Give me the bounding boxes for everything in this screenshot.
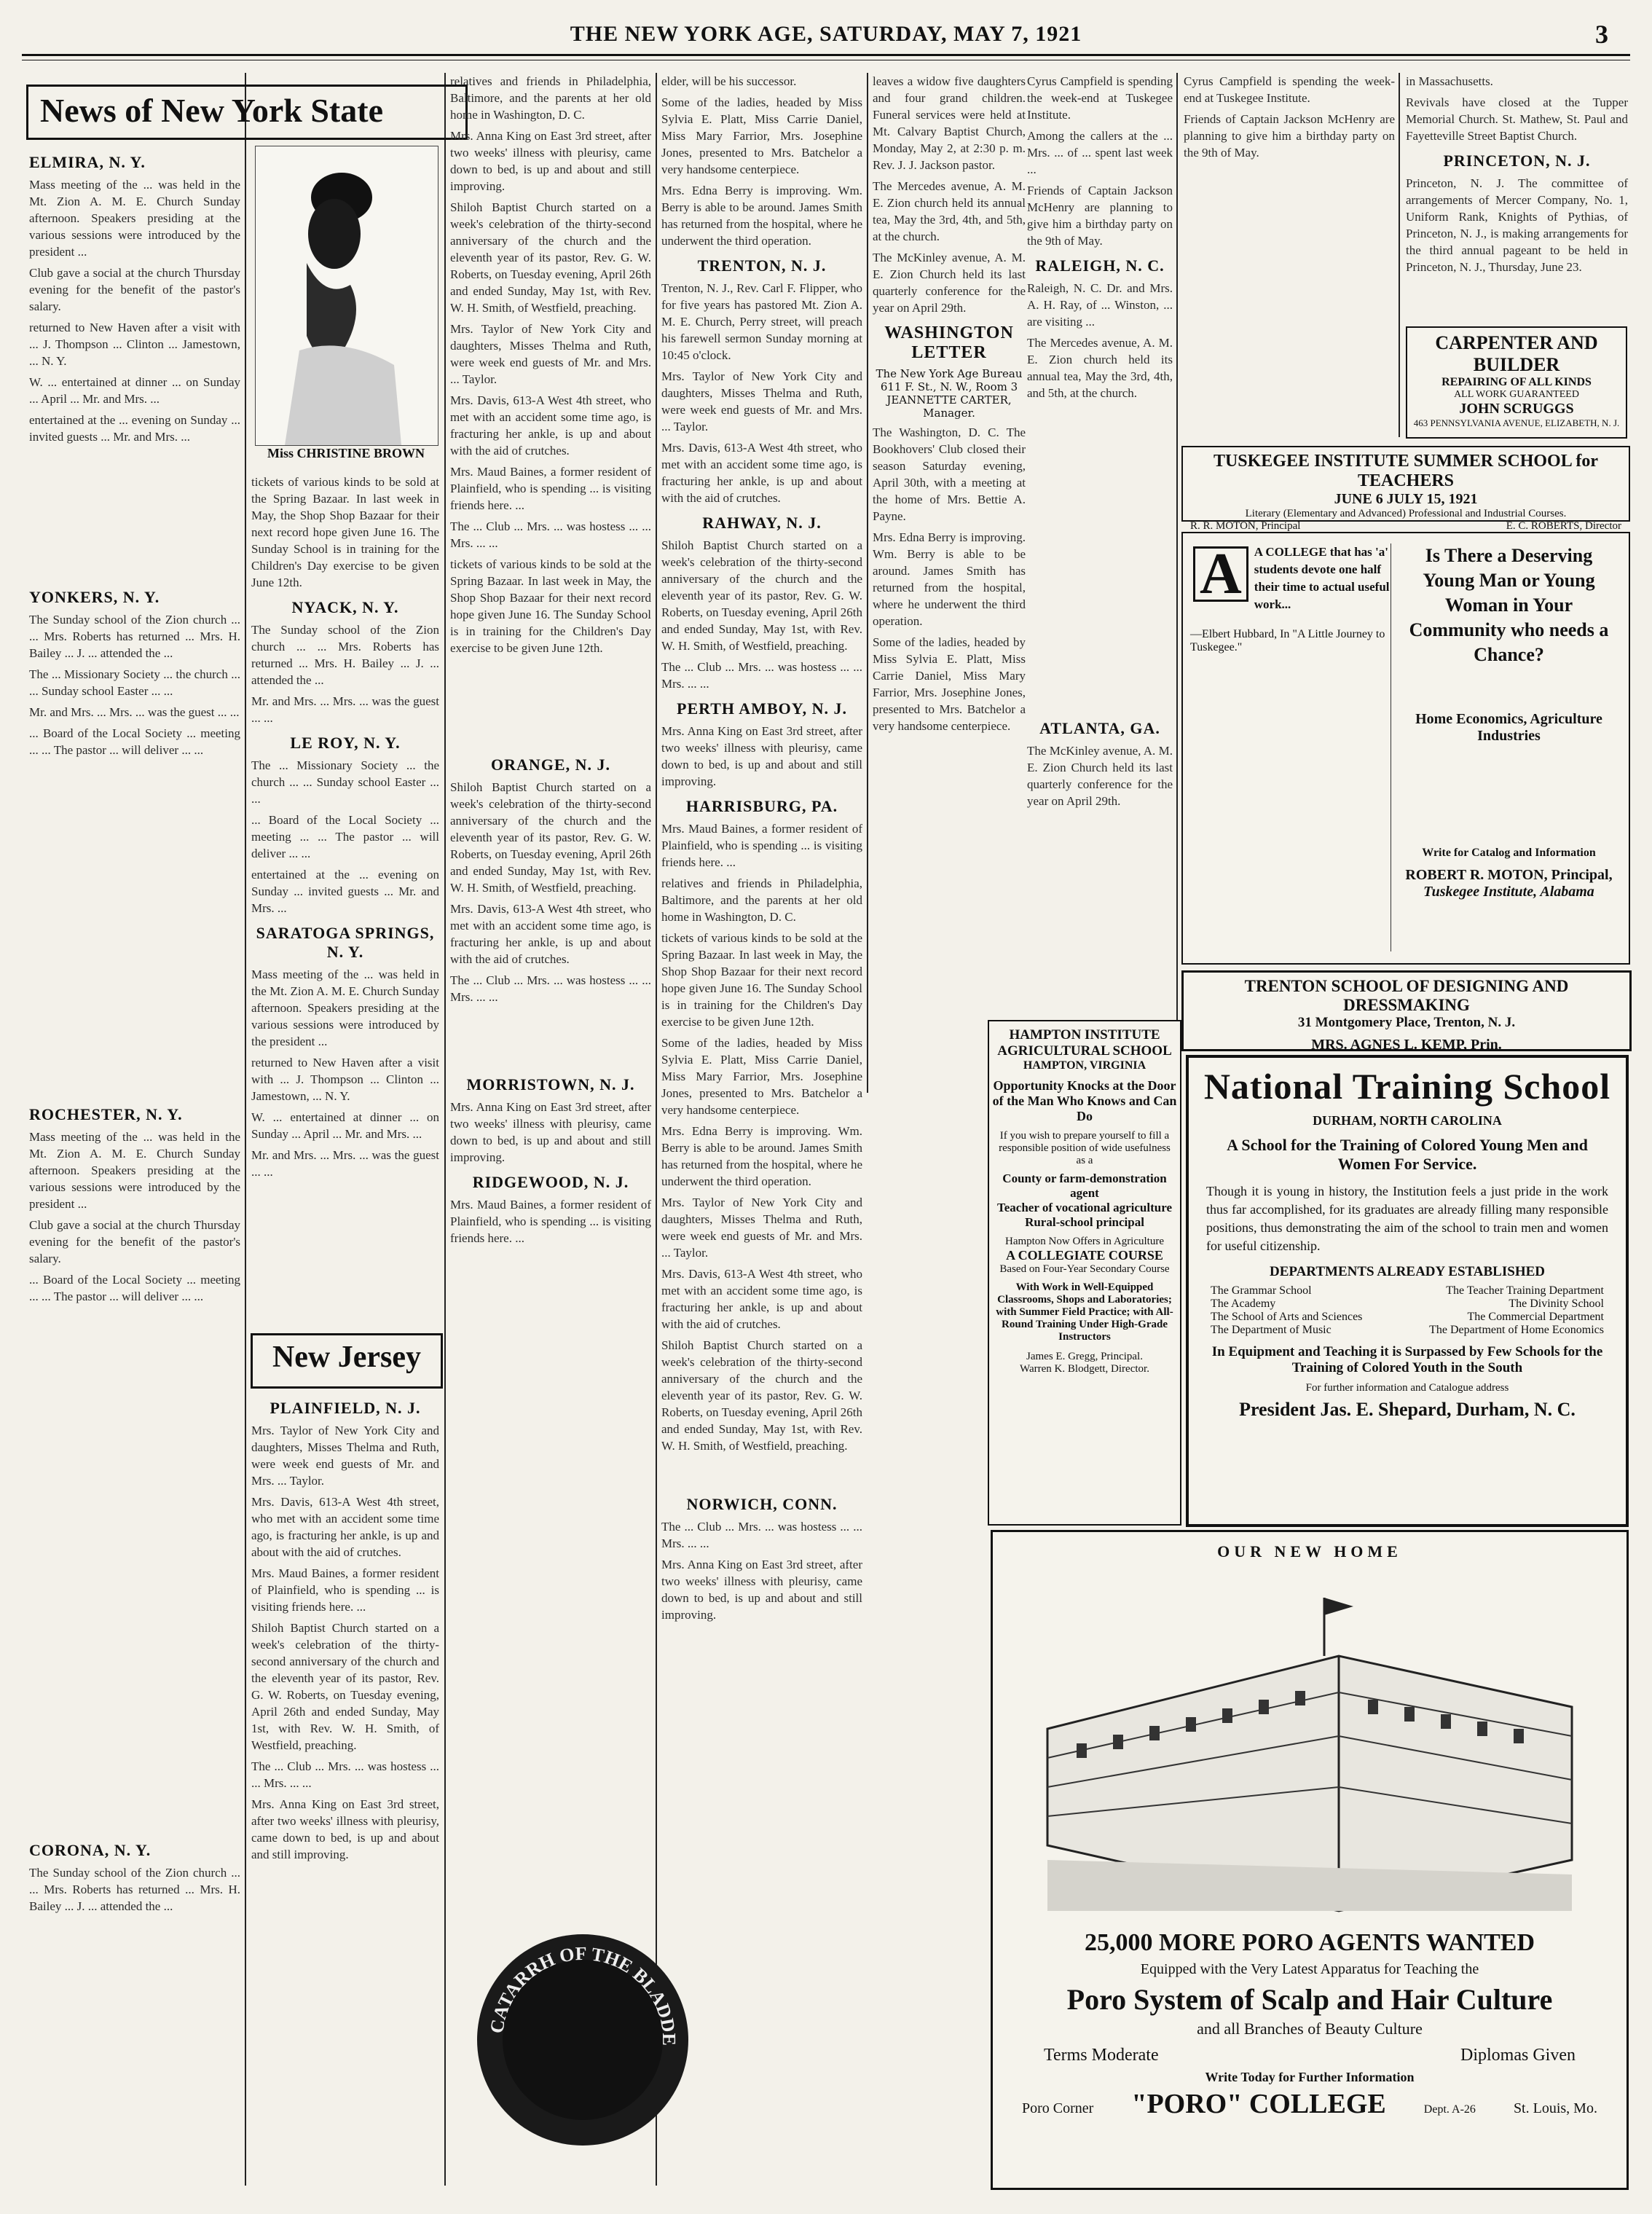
hampton-body: If you wish to prepare yourself to fill a responsible position of wide usefulness as a	[999, 1130, 1171, 1166]
article-text: The Sunday school of the Zion church ... ... Mrs. Roberts has returned ... Mrs. H. Bailey ... J. ... attended the ...	[29, 613, 240, 660]
poro-write: Write Today for Further Information	[1205, 2070, 1415, 2084]
tuskegee-attribution: —Elbert Hubbard, In "A Little Journey to Tuskegee."	[1190, 628, 1385, 653]
poro-corner: Poro Corner	[1022, 2100, 1094, 2116]
dateline-norwich: NORWICH, CONN.	[686, 1495, 838, 1513]
washington-bureau: The New York Age Bureau	[876, 367, 1023, 380]
article-text: The ... Club ... Mrs. ... was hostess ... ... Mrs. ... ...	[450, 973, 651, 1004]
national-title: National Training School	[1203, 1066, 1611, 1107]
article-text: Shiloh Baptist Church started on a week's celebration of the thirty-second anniversary of the church and the eleventh year of its pastor, Rev. G. W. Roberts, on Tuesday evening, April 26th and ended Sunday, May 1st, with Rev. W. H. Smith, of Westfield, preaching.	[450, 780, 651, 895]
article-text: Mrs. Anna King on East 3rd street, after two weeks' illness with pleurisy, came down to bed, is up and about and still improving.	[251, 1797, 439, 1861]
column-6	[1184, 73, 1395, 364]
article-text: Mrs. Taylor of New York City and daughters, Misses Thelma and Ruth, were week end guests of Mr. and Mrs. ... Taylor.	[661, 1196, 862, 1260]
article-text: Some of the ladies, headed by Miss Sylvia E. Platt, Miss Carrie Daniel, Miss Mary Farrior, Mrs. Josephine Jones, presented to Mrs. Batchelor a very handsome centerpiece.	[661, 1036, 862, 1117]
dept-item: The Teacher Training Department	[1446, 1284, 1604, 1297]
dateline-trenton: TRENTON, N. J.	[697, 256, 827, 275]
hampton-offers: Hampton Now Offers in Agriculture	[1004, 1236, 1164, 1247]
trenton-design-address: 31 Montgomery Place, Trenton, N. J.	[1297, 1015, 1516, 1030]
article-text: Mrs. Anna King on East 3rd street, after two weeks' illness with pleurisy, came down to bed, is up and about and still improving.	[661, 724, 862, 788]
article-text: Raleigh, N. C. Dr. and Mrs. A. H. Ray, of ... Winston, ... are visiting ...	[1027, 281, 1173, 329]
dateline-corona: CORONA, N. Y.	[29, 1841, 152, 1859]
portrait-icon	[256, 146, 438, 445]
article-text: The McKinley avenue, A. M. E. Zion Church held its last quarterly conference for the year on April 29th.	[873, 251, 1026, 315]
article-text: tickets of various kinds to be sold at the Spring Bazaar. In last week in May, the Shop Shop Bazaar for their next record hope given June 16. The Sunday School is in training for the Children's Day exercise to be given June 12th.	[661, 931, 862, 1029]
hampton-course: A COLLEGIATE COURSE	[1006, 1248, 1163, 1263]
article-text: Mrs. Davis, 613-A West 4th street, who met with an accident some time ago, is fracturing her ankle, is up and about with the aid of crutches.	[661, 1267, 862, 1331]
ny-state-banner	[26, 85, 468, 140]
hampton-signature-1: James E. Gregg, Principal.	[1026, 1351, 1143, 1362]
article-text: Shiloh Baptist Church started on a week's celebration of the thirty-second anniversary of the church and the eleventh year of its pastor, Rev. G. W. Roberts, on Tuesday evening, April 26th and ended Sunday, May 1st, with Rev. W. H. Smith, of Westfield, preaching.	[661, 1338, 862, 1453]
article-text: The Sunday school of the Zion church ... ... Mrs. Roberts has returned ... Mrs. H. Bailey ... J. ... attended the ...	[251, 623, 439, 687]
poro-branches: and all Branches of Beauty Culture	[1197, 2019, 1423, 2038]
tuskegee-summer-title: TUSKEGEE INSTITUTE SUMMER SCHOOL for TEACHERS	[1213, 452, 1599, 490]
dateline-orange: ORANGE, N. J.	[491, 755, 610, 774]
article-text: relatives and friends in Philadelphia, Baltimore, and the parents at her old home in Washington, D. C.	[450, 74, 651, 122]
article-text: ... Board of the Local Society ... meeting ... ... The pastor ... will deliver ... ...	[29, 1273, 240, 1303]
column-1	[29, 146, 240, 2171]
hampton-signature-2: Warren K. Blodgett, Director.	[1020, 1363, 1149, 1375]
poro-terms: Terms Moderate	[1044, 2046, 1159, 2065]
article-text: Mass meeting of the ... was held in the Mt. Zion A. M. E. Church Sunday afternoon. Speakers presiding at the various sessions were introduced by the president ...	[251, 967, 439, 1048]
national-president: President Jas. E. Shepard, Durham, N. C.	[1239, 1399, 1576, 1420]
washington-letter-title: WASHINGTON LETTER	[884, 323, 1014, 362]
article-text: Mrs. Edna Berry is improving. Wm. Berry is able to be around. James Smith has returned from the hospital, where he underwent the third operation.	[873, 530, 1026, 628]
column-3	[450, 73, 651, 1712]
dept-row	[1211, 1284, 1604, 1298]
dateline-yonkers: YONKERS, N. Y.	[29, 588, 160, 606]
poro-city: St. Louis, Mo.	[1513, 2100, 1597, 2116]
dateline-perth-amboy: PERTH AMBOY, N. J.	[677, 699, 847, 718]
column-5	[873, 73, 1026, 1020]
column-rule	[1176, 73, 1178, 1093]
dept-item: The Grammar School	[1211, 1284, 1312, 1297]
national-depts-head: DEPARTMENTS ALREADY ESTABLISHED	[1269, 1264, 1545, 1279]
hampton-ad	[988, 1020, 1181, 1526]
poro-system: Poro System of Scalp and Hair Culture	[1066, 1983, 1553, 2016]
column-rule	[245, 73, 246, 2186]
article-text: Club gave a social at the church Thursday evening for the benefit of the pastor's salary.	[29, 266, 240, 313]
carpenter-line-1: REPAIRING OF ALL KINDS	[1441, 376, 1592, 388]
tuskegee-summer-director: E. C. ROBERTS, Director	[1506, 520, 1621, 532]
column-rule	[656, 73, 657, 2186]
article-text: The ... Club ... Mrs. ... was hostess ... ... Mrs. ... ...	[661, 1520, 862, 1550]
hampton-title: HAMPTON INSTITUTE AGRICULTURAL SCHOOL	[997, 1027, 1172, 1059]
article-text: entertained at the ... evening on Sunday ... invited guests ... Mr. and Mrs. ...	[29, 413, 240, 444]
article-text: returned to New Haven after a visit with ... J. Thompson ... Clinton ... Jamestown, ... N. Y.	[29, 321, 240, 368]
dateline-morristown: MORRISTOWN, N. J.	[466, 1075, 635, 1094]
article-text: Mr. and Mrs. ... Mrs. ... was the guest ... ...	[251, 1148, 439, 1179]
article-text: W. ... entertained at dinner ... on Sunday ... April ... Mr. and Mrs. ...	[29, 375, 240, 406]
article-text: returned to New Haven after a visit with ... J. Thompson ... Clinton ... Jamestown, ... N. Y.	[251, 1056, 439, 1103]
column-rule	[867, 73, 868, 1093]
dept-item: The Divinity School	[1509, 1298, 1604, 1310]
carpenter-title: CARPENTER AND BUILDER	[1435, 332, 1598, 375]
dateline-plainfield: PLAINFIELD, N. J.	[270, 1399, 421, 1417]
tuskegee-quote-box: A A COLLEGE that has 'a' students devote one half their time to actual useful work... —Elbert Hubbard, In "A Little Journey to Tuskegee."	[1190, 543, 1391, 951]
tuskegee-place: Tuskegee Institute, Alabama	[1423, 884, 1594, 900]
poro-diplomas: Diplomas Given	[1460, 2046, 1576, 2065]
dateline-raleigh: RALEIGH, N. C.	[1035, 256, 1165, 275]
article-text: Friends of Captain Jackson McHenry are planning to give him a birthday party on the 9th of May.	[1027, 184, 1173, 248]
article-text: Shiloh Baptist Church started on a week's celebration of the thirty-second anniversary of the church and the eleventh year of its pastor, Rev. G. W. Roberts, on Tuesday evening, April 26th and ended Sunday, May 1st, with Rev. W. H. Smith, of Westfield, preaching.	[450, 200, 651, 315]
article-text: Mass meeting of the ... was held in the Mt. Zion A. M. E. Church Sunday afternoon. Speakers presiding at the various sessions were introduced by the president ...	[29, 1130, 240, 1211]
catarrh-text: CATARRH OF THE BLADDE	[486, 1942, 680, 2046]
dept-row	[1211, 1311, 1604, 1324]
tuskegee-main-ad	[1181, 532, 1630, 965]
dept-item: The Academy	[1211, 1298, 1276, 1310]
article-text: Mrs. Davis, 613-A West 4th street, who met with an accident some time ago, is fracturing her ankle, is up and about with the aid of crutches.	[450, 902, 651, 966]
article-text: The Washington, D. C. The Bookhovers' Club closed their season Saturday evening, April 30th, with a meeting at the home of Mrs. Bettie A. Payne.	[873, 425, 1026, 523]
article-text: Mrs. Taylor of New York City and daughters, Misses Thelma and Ruth, were week end guests of Mr. and Mrs. ... Taylor.	[450, 322, 651, 386]
article-text: ... Board of the Local Society ... meeting ... ... The pastor ... will deliver ... ...	[29, 726, 240, 757]
tuskegee-summer-ad	[1181, 446, 1630, 532]
article-text: Mrs. Anna King on East 3rd street, after two weeks' illness with pleurisy, came down to bed, is up and about and still improving.	[450, 129, 651, 193]
national-info: For further information and Catalogue address	[1305, 1382, 1509, 1394]
article-text: The ... Club ... Mrs. ... was hostess ... ... Mrs. ... ...	[251, 1759, 439, 1790]
washington-address: 611 F. St., N. W., Room 3	[880, 380, 1018, 393]
column-rule	[1399, 73, 1400, 437]
carpenter-name: JOHN SCRUGGS	[1459, 401, 1574, 417]
tuskegee-courses: Home Economics, Agriculture Industries	[1415, 711, 1602, 744]
article-text: The ... Missionary Society ... the church ... ... Sunday school Easter ... ...	[29, 667, 240, 698]
column-2	[251, 474, 439, 1333]
article-text: Cyrus Campfield is spending the week-end at Tuskegee Institute.	[1027, 74, 1173, 122]
poro-building-icon	[1033, 1569, 1586, 1918]
dateline-rochester: ROCHESTER, N. Y.	[29, 1105, 183, 1123]
portrait-photo	[255, 146, 438, 446]
poro-new-home: OUR NEW HOME	[1217, 1542, 1402, 1561]
article-text: Cyrus Campfield is spending the week-end at Tuskegee Institute.	[1184, 74, 1395, 105]
dateline-atlanta: ATLANTA, GA.	[1039, 719, 1160, 737]
dateline-harrisburg: HARRISBURG, PA.	[685, 797, 838, 815]
article-text: Mrs. Edna Berry is improving. Wm. Berry is able to be around. James Smith has returned from the hospital, where he underwent the third operation.	[661, 1124, 862, 1188]
column-7	[1406, 73, 1628, 364]
poro-college: "PORO" COLLEGE	[1131, 2089, 1386, 2119]
carpenter-address: 463 PENNSYLVANIA AVENUE, ELIZABETH, N. J.	[1413, 417, 1620, 428]
new-jersey-banner	[251, 1333, 443, 1389]
masthead-rule	[22, 54, 1630, 56]
dateline-princeton: PRINCETON, N. J.	[1443, 152, 1591, 170]
article-text: Mrs. Maud Baines, a former resident of Plainfield, who is spending ... is visiting friends here. ...	[251, 1566, 439, 1614]
article-text: Shiloh Baptist Church started on a week's celebration of the thirty-second anniversary of the church and the eleventh year of its pastor, Rev. G. W. Roberts, on Tuesday evening, April 26th and ended Sunday, May 1st, with Rev. W. H. Smith, of Westfield, preaching.	[661, 538, 862, 653]
photo-caption: Miss CHRISTINE BROWN	[267, 446, 425, 460]
dateline-ridgewood: RIDGEWOOD, N. J.	[472, 1173, 629, 1191]
article-text: Mr. and Mrs. ... Mrs. ... was the guest ... ...	[29, 705, 240, 719]
article-text: Mrs. Anna King on East 3rd street, after two weeks' illness with pleurisy, came down to bed, is up and about and still improving.	[661, 1558, 862, 1622]
article-text: Mrs. Davis, 613-A West 4th street, who met with an accident some time ago, is fracturing her ankle, is up and about with the aid of crutches.	[251, 1495, 439, 1559]
catarrh-seal-icon	[473, 1931, 692, 2149]
article-text: Mrs. Maud Baines, a former resident of Plainfield, who is spending ... is visiting friends here. ...	[661, 822, 862, 869]
tuskegee-right	[1398, 543, 1620, 951]
article-text: Mrs. Taylor of New York City and daughters, Misses Thelma and Ruth, were week end guests of Mr. and Mrs. ... Taylor.	[661, 369, 862, 433]
article-text: The ... Missionary Society ... the church ... ... Sunday school Easter ... ...	[251, 758, 439, 806]
hampton-option-2: Teacher of vocational agriculture	[996, 1201, 1173, 1214]
dept-item: The School of Arts and Sciences	[1211, 1311, 1363, 1323]
tuskegee-headline: Is There a Deserving Young Man or Young Woman in Your Community who needs a Chance?	[1409, 545, 1609, 665]
tuskegee-summer-line: Literary (Elementary and Advanced) Professional and Industrial Courses.	[1245, 508, 1567, 519]
article-text: The ... Club ... Mrs. ... was hostess ... ... Mrs. ... ...	[450, 519, 651, 550]
hampton-based: Based on Four-Year Secondary Course	[999, 1263, 1170, 1275]
trenton-design-principal: MRS. AGNES L. KEMP, Prin.	[1311, 1037, 1502, 1053]
dateline-elmira: ELMIRA, N. Y.	[29, 153, 146, 171]
masthead-title: THE NEW YORK AGE, SATURDAY, MAY 7, 1921	[570, 22, 1082, 46]
article-text: Mrs. Maud Baines, a former resident of Plainfield, who is spending ... is visiting friends here. ...	[450, 465, 651, 512]
article-text: The Mercedes avenue, A. M. E. Zion church held its annual tea, May the 3rd, 4th, and 5th, at the church.	[1027, 336, 1173, 400]
column-5b	[1027, 73, 1173, 1020]
article-text: Mrs. Maud Baines, a former resident of Plainfield, who is spending ... is visiting friends here. ...	[450, 1198, 651, 1245]
dept-row	[1211, 1298, 1604, 1311]
article-text: Among the callers at the ... Mrs. ... of ... spent last week ...	[1027, 129, 1173, 176]
trenton-design-title: TRENTON SCHOOL OF DESIGNING AND DRESSMAKING	[1244, 977, 1569, 1014]
hampton-option-1: County or farm-demonstration agent	[1002, 1171, 1167, 1200]
article-text: Club gave a social at the church Thursday evening for the benefit of the pastor's salary.	[29, 1218, 240, 1265]
tuskegee-principal: ROBERT R. MOTON, Principal,	[1405, 867, 1613, 883]
article-text: ... Board of the Local Society ... meeting ... ... The pastor ... will deliver ... ...	[251, 813, 439, 860]
hampton-with: With Work in Well-Equipped Classrooms, Shops and Laboratories; with Summer Field Practice; with All-Round Training Under High-Grade Instructors	[996, 1281, 1173, 1343]
article-text: Some of the ladies, headed by Miss Sylvia E. Platt, Miss Carrie Daniel, Miss Mary Farrior, Mrs. Josephine Jones, presented to Mrs. Batchelor a very handsome centerpiece.	[661, 95, 862, 176]
dept-item: The Department of Music	[1211, 1324, 1332, 1336]
article-text: W. ... entertained at dinner ... on Sunday ... April ... Mr. and Mrs. ...	[251, 1110, 439, 1141]
dept-item: The Department of Home Economics	[1429, 1324, 1604, 1336]
poro-wanted: 25,000 MORE PORO AGENTS WANTED	[1084, 1929, 1535, 1956]
article-text: relatives and friends in Philadelphia, Baltimore, and the parents at her old home in Washington, D. C.	[661, 876, 862, 924]
dateline-nyack: NYACK, N. Y.	[291, 598, 399, 616]
dept-row	[1211, 1324, 1604, 1337]
page-number: 3	[1595, 20, 1608, 49]
tuskegee-summer-principal: R. R. MOTON, Principal	[1190, 520, 1301, 532]
national-training-ad	[1186, 1055, 1629, 1527]
article-text: The ... Club ... Mrs. ... was hostess ... ... Mrs. ... ...	[661, 660, 862, 691]
poro-dept: Dept. A-26	[1423, 2103, 1476, 2116]
section-title-ny: News of New York State	[40, 92, 383, 129]
article-text: Revivals have closed at the Tupper Memorial Church. St. Mathew, St. Paul and Fayetteville Street Baptist Church.	[1406, 95, 1628, 143]
dept-item: The Commercial Department	[1467, 1311, 1604, 1323]
column-2-lower	[251, 1391, 439, 2178]
article-text: entertained at the ... evening on Sunday ... invited guests ... Mr. and Mrs. ...	[251, 868, 439, 915]
article-text: Friends of Captain Jackson McHenry are planning to give him a birthday party on the 9th of May.	[1184, 112, 1395, 160]
article-text: elder, will be his successor.	[661, 74, 797, 88]
poro-ad	[991, 1530, 1629, 2190]
article-text: Some of the ladies, headed by Miss Sylvia E. Platt, Miss Carrie Daniel, Miss Mary Farrior, Mrs. Josephine Jones, presented to Mrs. Batchelor a very handsome centerpiece.	[873, 635, 1026, 733]
catarrh-ad	[473, 1931, 692, 2149]
national-sub: A School for the Training of Colored Young Men and Women For Service.	[1227, 1136, 1588, 1173]
national-body: Though it is young in history, the Institution feels a just pride in the work thus far accomplished, for its graduates are already filling many responsible positions, thus demonstrating the aim of the school to train men and women for useful citizenship.	[1206, 1184, 1608, 1253]
dateline-saratoga: SARATOGA SPRINGS, N. Y.	[256, 924, 435, 961]
dateline-le-roy: LE ROY, N. Y.	[290, 734, 401, 752]
article-text: Mrs. Taylor of New York City and daughters, Misses Thelma and Ruth, were week end guests of Mr. and Mrs. ... Taylor.	[251, 1424, 439, 1488]
national-depts	[1211, 1284, 1604, 1337]
section-title-nj: New Jersey	[272, 1340, 422, 1374]
tuskegee-quote: A COLLEGE that has 'a' students devote one half their time to actual useful work...	[1254, 545, 1390, 611]
dateline-rahway: RAHWAY, N. J.	[702, 514, 822, 532]
article-text: tickets of various kinds to be sold at the Spring Bazaar. In last week in May, the Shop Shop Bazaar for their next record hope given June 16. The Sunday School is in training for the Children's Day exercise to be given June 12th.	[450, 557, 651, 655]
hampton-place: HAMPTON, VIRGINIA	[1023, 1059, 1146, 1072]
article-text: The Sunday school of the Zion church ... ... Mrs. Roberts has returned ... Mrs. H. Bailey ... J. ... attended the ...	[29, 1866, 240, 1913]
masthead	[0, 0, 1652, 51]
hampton-lead: Opportunity Knocks at the Door of the Man Who Knows and Can Do	[992, 1078, 1177, 1123]
article-text: Mrs. Anna King on East 3rd street, after two weeks' illness with pleurisy, came down to bed, is up and about and still improving.	[450, 1100, 651, 1164]
article-text: Mr. and Mrs. ... Mrs. ... was the guest ... ...	[251, 694, 439, 725]
article-text: Mrs. Davis, 613-A West 4th street, who met with an accident some time ago, is fracturing her ankle, is up and about with the aid of crutches.	[661, 441, 862, 505]
article-text: Mrs. Davis, 613-A West 4th street, who met with an accident some time ago, is fracturing her ankle, is up and about with the aid of crutches.	[450, 393, 651, 458]
article-text: in Massachusetts.	[1406, 74, 1493, 88]
washington-manager: JEANNETTE CARTER, Manager.	[886, 393, 1012, 420]
tuskegee-write: Write for Catalog and Information	[1422, 847, 1596, 859]
national-place: DURHAM, NORTH CAROLINA	[1313, 1113, 1502, 1128]
article-text: Princeton, N. J. The committee of arrangements of Mercer Company, No. 1, Uniform Rank, Knights of Pythias, of Princeton, N. J., is making arrangements for the third annual pageant to be held in Princeton, N. J., Thursday, June 23.	[1406, 176, 1628, 274]
poro-equipped: Equipped with the Very Latest Apparatus for Teaching the	[1140, 1961, 1479, 1977]
carpenter-ad	[1406, 326, 1627, 439]
article-text: Trenton, N. J., Rev. Carl F. Flipper, who for five years has pastored Mt. Zion A. M. E. Church, Perry street, will preach his farewell sermon Sunday morning at 10:45 o'clock.	[661, 281, 862, 362]
article-text: Shiloh Baptist Church started on a week's celebration of the thirty-second anniversary of the church and the eleventh year of its pastor, Rev. G. W. Roberts, on Tuesday evening, April 26th and ended Sunday, May 1st, with Rev. W. H. Smith, of Westfield, preaching.	[251, 1621, 439, 1752]
carpenter-line-2: ALL WORK GUARANTEED	[1454, 389, 1579, 400]
column-rule	[444, 73, 446, 2186]
article-text: Mass meeting of the ... was held in the Mt. Zion A. M. E. Church Sunday afternoon. Speakers presiding at the various sessions were introduced by the president ...	[29, 178, 240, 259]
article-text: tickets of various kinds to be sold at the Spring Bazaar. In last week in May, the Shop Shop Bazaar for their next record hope given June 16. The Sunday School is in training for the Children's Day exercise to be given June 12th.	[251, 475, 439, 589]
article-text: leaves a widow five daughters and four grand children. Funeral services were held at Mt. Calvary Baptist Church, Monday, May 2, at 2:30 p. m. Rev. J. J. Jackson pastor.	[873, 74, 1026, 172]
article-text: The Mercedes avenue, A. M. E. Zion church held its annual tea, May the 3rd, 4th, and 5th, at the church.	[873, 179, 1026, 243]
column-4	[661, 73, 862, 2186]
tuskegee-summer-dates: JUNE 6 JULY 15, 1921	[1334, 491, 1478, 507]
trenton-design-ad	[1181, 970, 1632, 1051]
article-text: The McKinley avenue, A. M. E. Zion Church held its last quarterly conference for the year on April 29th.	[1027, 744, 1173, 808]
national-equipment: In Equipment and Teaching it is Surpassed by Few Schools for the Training of Colored Youth in the South	[1211, 1344, 1603, 1375]
hampton-option-3: Rural-school principal	[1025, 1215, 1144, 1229]
article-text: Mrs. Edna Berry is improving. Wm. Berry is able to be around. James Smith has returned from the hospital, where he underwent the third operation.	[661, 184, 862, 248]
